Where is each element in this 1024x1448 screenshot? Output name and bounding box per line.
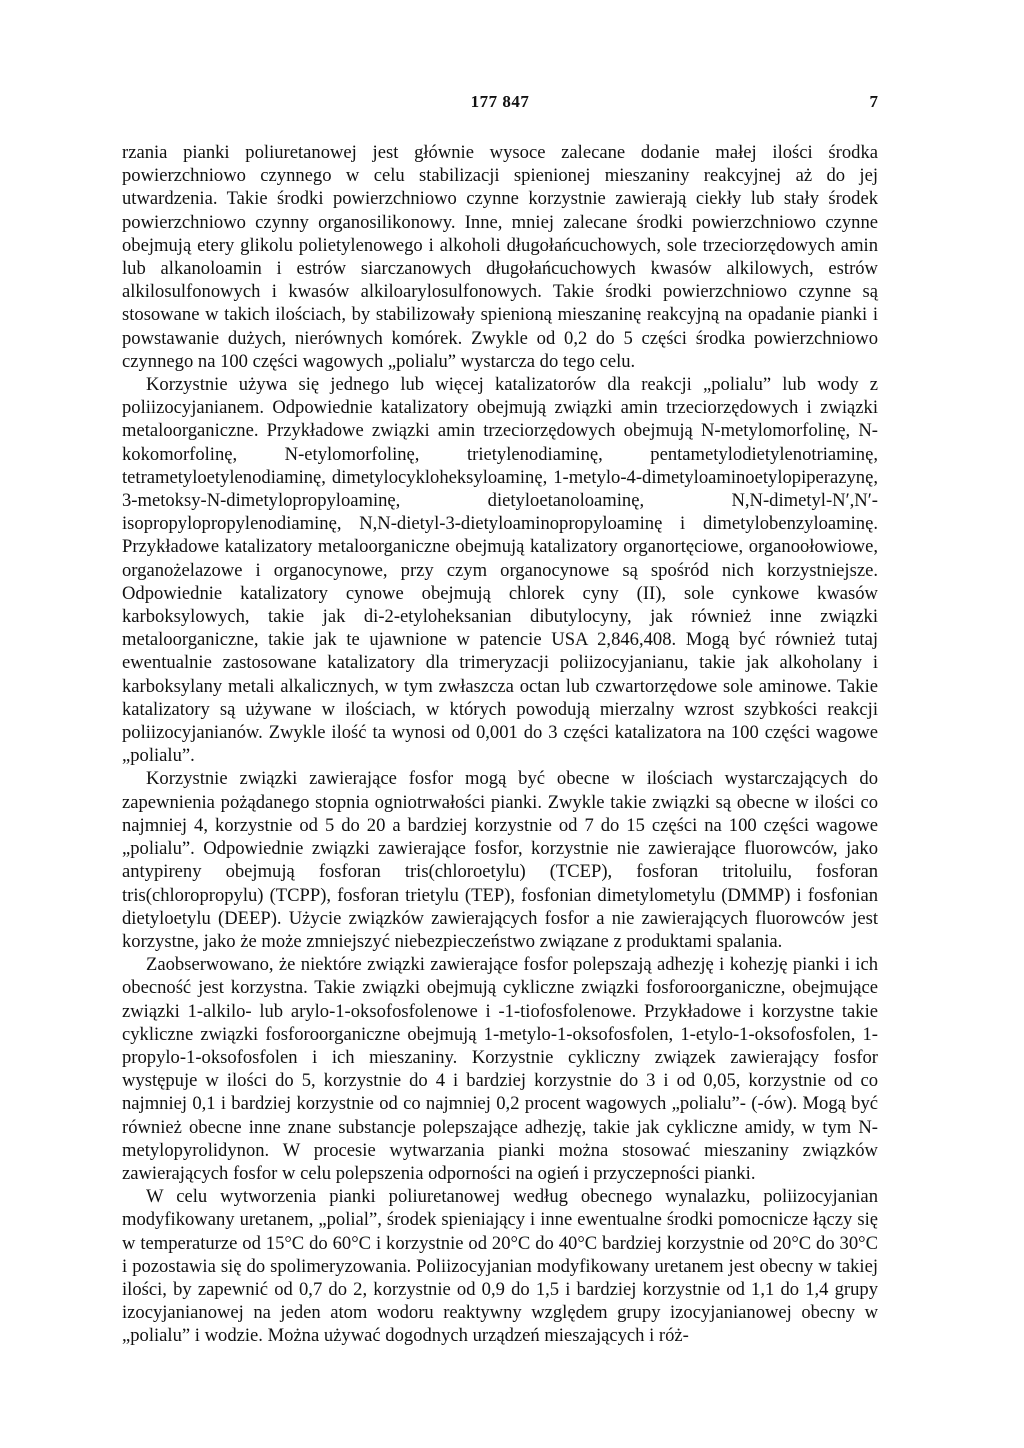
document-number: 177 847 [470,92,530,111]
page-number: 7 [869,92,878,111]
body-text [122,141,878,1348]
paragraph-foam-production: W celu wytworzenia pianki poliuretanowej według obecnego wynalazku, poliizocyjanian modyfikowany uretanem, „polial”, środek spieniający i inne ewentualne środki pomocnicze łączy się w temperaturze od 15°C do 60°C i korzystnie od 20°C do 40°C bardziej korzystnie od 20°C do 30°C i pozostawia się do spolimeryzowania. Poliizocyjanian modyfikowany uretanem jest obecny w takiej ilości, by zapewnić od 0,7 do 2, korzystnie od 0,9 do 1,5 i bardziej korzystnie od 1,1 do 1,4 grupy izocyjanianowej na jeden atom wodoru reaktywny względem grupy izocyjanianowej obecny w „polialu” i wodzie. Można używać dogodnych urządzeń mieszających i róż- [122,1186,878,1347]
page-header [122,92,878,116]
paragraph-phosphorus-compounds: Korzystnie związki zawierające fosfor mogą być obecne w ilościach wystarczających do zapewnienia pożądanego stopnia ogniotrwałości pianki. Zwykle takie związki są obecne w ilości co najmniej 4, korzystnie od 5 do 20 a bardziej korzystnie od 7 do 15 części na 100 części wagowe „polialu”. Odpowiednie związki zawierające fosfor, korzystnie nie zawierające fluorowców, jako antypireny obejmują fosforan tris(chloroetylu) (TCEP), fosforan tritoluilu, fosforan tris(chloropropylu) (TCPP), fosforan trietylu (TEP), fosfonian dimetylometylu (DMMP) i fosfonian dietyloetylu (DEEP). Użycie związków zawierających fosfor a nie zawierających fluorowców jest korzystne, jako że może zmniejszyć niebezpieczeństwo związane z produktami spalania. [122,768,878,952]
paragraph-surfactants: rzania pianki poliuretanowej jest głównie wysoce zalecane dodanie małej ilości środka powierzchniowo czynnego w celu stabilizacji spienionej mieszaniny reakcyjnej aż do jej utwardzenia. Takie środki powierzchniowo czynne korzystnie zawierają ciekły lub stały środek powierzchniowo czynny organosilikonowy. Inne, mniej zalecane środki powierzchniowo czynne obejmują etery glikolu polietylenowego i alkoholi długołańcuchowych, sole trzeciorzędowych amin lub alkanoloamin i estrów siarczanowych długołańcuchowych kwasów alkilowych, estrów alkilosulfonowych i kwasów alkiloarylosulfonowych. Takie środki powierzchniowo czynne są stosowane w takich ilościach, by stabilizowały spienioną mieszaninę reakcyjną na opadanie pianki i powstawanie dużych, nierównych komórek. Zwykle od 0,2 do 5 części środka powierzchniowo czynnego na 100 części wagowych „polialu” wystarcza do tego celu. [122,142,878,372]
paragraph-adhesion: Zaobserwowano, że niektóre związki zawierające fosfor polepszają adhezję i kohezję pianki i ich obecność jest korzystna. Takie związki obejmują cykliczne związki fosforoorganiczne, obejmujące związki 1-alkilo- lub arylo-1-oksofosfolenowe i -1-tiofosfolenowe. Przykładowe i korzystne takie cykliczne związki fosforoorganiczne obejmują 1-metylo-1-oksofosfolen, 1-etylo-1-oksofosfolen, 1-propylo-1-oksofosfolen i ich mieszaniny. Korzystnie cykliczny związek zawierający fosfor występuje w ilości do 5, korzystnie do 4 i bardziej korzystnie do 3 i od 0,05, korzystnie od co najmniej 0,1 i bardziej korzystnie od co najmniej 0,2 procent wagowych „polialu”- (-ów). Mogą być również obecne inne znane substancje polepszające adhezję, takie jak cykliczne amidy, w tym N-metylopyrolidynon. W procesie wytwarzania pianki można stosować mieszaniny związków zawierających fosfor w celu polepszenia odporności na ogień i przyczepności pianki. [122,954,878,1184]
paragraph-catalysts: Korzystnie używa się jednego lub więcej katalizatorów dla reakcji „polialu” lub wody z poliizocyjanianem. Odpowiednie katalizatory obejmują związki amin trzeciorzędowych i związki metaloorganiczne. Przykładowe związki amin trzeciorzędowych obejmują N-metylomorfolinę, N-kokomorfolinę, N-etylomorfolinę, trietylenodiaminę, pentametylodietylenotriaminę, tetrametyloetylenodiaminę, dimetylocykloheksyloaminę, 1-metylo-4-dimetyloaminoetylopiperazynę, 3-metoksy-N-dimetylopropyloaminę, dietyloetanoloaminę, N,N-dimetyl-N′,N′-isopropylopropylenodiaminę, N,N-dietyl-3-dietyloaminopropyloaminę i dimetylobenzyloaminę. Przykładowe katalizatory metaloorganiczne obejmują katalizatory organortęciowe, organoołowiowe, organożelazowe i organocynowe, przy czym organocynowe są spośród nich korzystniejsze. Odpowiednie katalizatory cynowe obejmują chlorek cyny (II), sole cynkowe kwasów karboksylowych, takie jak di-2-etyloheksanian dibutylocyny, jak również inne związki metaloorganiczne, takie jak te ujawnione w patencie USA 2,846,408. Mogą być również tutaj ewentualnie zastosowane katalizatory dla trimeryzacji poliizocyjanianu, takie jak alkoholany i karboksylany metali alkalicznych, w tym zwłaszcza octan lub czwartorzędowe sole aminowe. Takie katalizatory są używane w ilościach, w których powodują mierzalny wzrost szybkości reakcji poliizocyjanianów. Zwykle ilość ta wynosi od 0,001 do 3 części katalizatora na 100 części wagowe „polialu”. [122,374,878,767]
